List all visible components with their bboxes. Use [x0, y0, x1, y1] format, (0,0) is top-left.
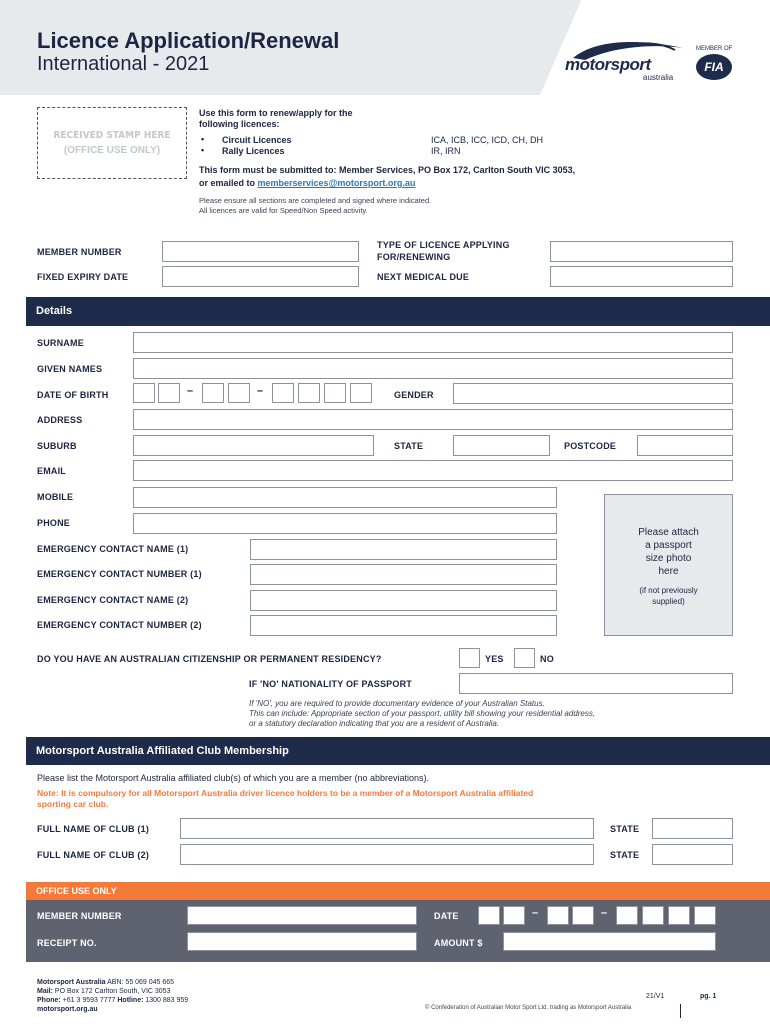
club2-field[interactable] [180, 844, 594, 865]
member-number-field[interactable] [162, 241, 359, 262]
phone-field[interactable] [133, 513, 557, 534]
club-list-text: Please list the Motorsport Australia affiliated club(s) of which you are a member (no abbreviations). [37, 773, 430, 783]
office-use-heading: OFFICE USE ONLY [26, 882, 770, 900]
circuit-licences-codes: ICA, ICB, ICC, ICD, CH, DH [431, 135, 544, 145]
footer-hotline: 1300 883 959 [143, 997, 189, 1004]
footer-org: Motorsport Australia [37, 979, 106, 986]
submit-instructions: This form must be submitted to: Member Services, PO Box 172, Carlton South VIC 3053, [199, 165, 576, 175]
ec-num2-label: EMERGENCY CONTACT NUMBER (2) [37, 620, 202, 630]
receipt-label: RECEIPT NO. [37, 938, 97, 948]
office-date-digit7[interactable] [668, 906, 690, 925]
given-names-label: GIVEN NAMES [37, 364, 103, 374]
dob-year-digit4[interactable] [350, 383, 372, 403]
club2-label: FULL NAME OF CLUB (2) [37, 850, 150, 860]
surname-field[interactable] [133, 332, 733, 353]
photo-line2: a passport [645, 540, 692, 551]
amount-field[interactable] [503, 932, 716, 951]
surname-label: SURNAME [37, 338, 84, 348]
club1-field[interactable] [180, 818, 594, 839]
citizenship-yes-checkbox[interactable] [459, 648, 480, 668]
motorsport-australia-logo [565, 38, 690, 80]
amount-label: AMOUNT $ [434, 938, 483, 948]
intro-note1: Please ensure all sections are completed and signed where indicated. [199, 196, 432, 205]
dob-year-digit3[interactable] [324, 383, 346, 403]
club1-state-field[interactable] [652, 818, 733, 839]
dob-label: DATE OF BIRTH [37, 390, 109, 400]
dob-separator: – [187, 385, 194, 397]
receipt-field[interactable] [187, 932, 417, 951]
fixed-expiry-label: FIXED EXPIRY DATE [37, 272, 129, 282]
dob-year-digit1[interactable] [272, 383, 294, 403]
mobile-label: MOBILE [37, 492, 74, 502]
details-heading: Details [26, 297, 770, 326]
logo-subword: australia [643, 73, 674, 82]
office-member-number-label: MEMBER NUMBER [37, 911, 122, 921]
nationality-field[interactable] [459, 673, 733, 694]
submit-email-link[interactable]: memberservices@motorsport.org.au [257, 178, 416, 188]
ec-name2-field[interactable] [250, 590, 557, 611]
office-member-number-field[interactable] [187, 906, 417, 925]
dob-day-digit1[interactable] [133, 383, 155, 403]
footer-phone: +61 3 9593 7777 [60, 997, 118, 1004]
if-no-note3: or a statutory declaration indicating that you are a resident of Australia. [249, 719, 500, 728]
postcode-label: POSTCODE [564, 441, 617, 451]
address-label: ADDRESS [37, 415, 83, 425]
passport-photo-box[interactable] [604, 494, 733, 636]
state-field[interactable] [453, 435, 550, 456]
office-date-digit2[interactable] [503, 906, 525, 925]
footer-mail-label: Mail: [37, 988, 53, 995]
dob-year-digit2[interactable] [298, 383, 320, 403]
dob-day-digit2[interactable] [158, 383, 180, 403]
suburb-label: SUBURB [37, 441, 77, 451]
received-stamp-box [37, 107, 187, 179]
suburb-field[interactable] [133, 435, 374, 456]
fia-logo: FIA [696, 54, 732, 80]
gender-label: GENDER [394, 390, 434, 400]
club1-state-label: STATE [610, 824, 640, 834]
given-names-field[interactable] [133, 358, 733, 379]
yes-label: YES [485, 654, 504, 664]
type-licence-label2: FOR/RENEWING [377, 252, 451, 262]
email-field[interactable] [133, 460, 733, 481]
photo-line1: Please attach [638, 527, 699, 538]
photo-note2: supplied) [652, 597, 685, 606]
date-separator: – [601, 907, 608, 919]
fixed-expiry-field[interactable] [162, 266, 359, 287]
footer-divider [680, 1004, 681, 1018]
intro-note2: All licences are valid for Speed/Non Speed activity. [199, 206, 368, 215]
next-medical-field[interactable] [550, 266, 733, 287]
member-of-text: MEMBER OF [696, 46, 733, 52]
intro-use-form: Use this form to renew/apply for the [199, 108, 353, 118]
mobile-field[interactable] [133, 487, 557, 508]
if-no-note2: This can include: Appropriate section of your passport, utility bill showing your residential address, [249, 709, 596, 718]
citizenship-no-checkbox[interactable] [514, 648, 535, 668]
dob-month-digit1[interactable] [202, 383, 224, 403]
footer-version: 21/V1 [646, 993, 665, 1000]
footer-copyright: © Confederation of Australian Motor Sport Ltd. trading as Motorsport Australia [425, 1005, 632, 1011]
club1-label: FULL NAME OF CLUB (1) [37, 824, 150, 834]
rally-licences-label: Rally Licences [222, 146, 285, 156]
club-note-line2: sporting car club. [37, 799, 109, 809]
stamp-line1: RECEIVED STAMP HERE [53, 130, 171, 141]
page-title: Licence Application/Renewal [37, 28, 340, 53]
intro-following: following licences: [199, 119, 280, 129]
address-field[interactable] [133, 409, 733, 430]
footer-page-number: pg. 1 [700, 993, 717, 1000]
dob-month-digit2[interactable] [228, 383, 250, 403]
citizenship-question: DO YOU HAVE AN AUSTRALIAN CITIZENSHIP OR PERMANENT RESIDENCY? [37, 654, 382, 664]
stamp-line2: (OFFICE USE ONLY) [63, 145, 161, 156]
nationality-label: IF 'NO' NATIONALITY OF PASSPORT [249, 679, 412, 689]
office-date-digit3[interactable] [547, 906, 569, 925]
ec-num1-label: EMERGENCY CONTACT NUMBER (1) [37, 569, 202, 579]
type-licence-label: TYPE OF LICENCE APPLYING [377, 240, 510, 250]
footer-mail: PO Box 172 Carlton South, VIC 3053 [52, 988, 171, 995]
logo-wordmark: motorsport [565, 55, 651, 74]
office-date-digit1[interactable] [478, 906, 500, 925]
submit-prefix: or emailed to [199, 178, 258, 188]
club2-state-label: STATE [610, 850, 640, 860]
ec-name1-field[interactable] [250, 539, 557, 560]
club-heading: Motorsport Australia Affiliated Club Membership [26, 737, 770, 765]
phone-label: PHONE [37, 518, 71, 528]
if-no-note1: If 'NO', you are required to provide documentary evidence of your Australian Status. [249, 699, 545, 708]
footer-abn: ABN: 55 069 045 665 [105, 979, 175, 986]
photo-note1: (if not previously [639, 586, 698, 595]
footer-hotline-label: Hotline: [117, 997, 144, 1004]
member-number-label: MEMBER NUMBER [37, 247, 122, 257]
email-label: EMAIL [37, 466, 66, 476]
page-subtitle: International - 2021 [37, 53, 210, 75]
rally-licences-codes: IR, IRN [431, 146, 461, 156]
date-separator: – [532, 907, 539, 919]
office-date-digit4[interactable] [572, 906, 594, 925]
ec-num2-field[interactable] [250, 615, 557, 636]
postcode-field[interactable] [637, 435, 733, 456]
club2-state-field[interactable] [652, 844, 733, 865]
office-date-digit6[interactable] [642, 906, 664, 925]
office-date-digit8[interactable] [694, 906, 716, 925]
state-label: STATE [394, 441, 424, 451]
type-licence-field[interactable] [550, 241, 733, 262]
office-date-digit5[interactable] [616, 906, 638, 925]
circuit-licences-label: Circuit Licences [222, 135, 292, 145]
photo-line4: here [658, 566, 679, 577]
photo-line3: size photo [645, 553, 692, 564]
ec-name2-label: EMERGENCY CONTACT NAME (2) [37, 595, 189, 605]
gender-field[interactable] [453, 383, 733, 404]
ec-num1-field[interactable] [250, 564, 557, 585]
no-label: NO [540, 654, 554, 664]
office-date-label: DATE [434, 911, 459, 921]
footer-phone-label: Phone: [37, 997, 61, 1004]
ec-name1-label: EMERGENCY CONTACT NAME (1) [37, 544, 189, 554]
club-note-line1: Note: It is compulsory for all Motorsport Australia driver licence holders to be a member of a Motorsport Australia affiliated [37, 788, 534, 798]
next-medical-label: NEXT MEDICAL DUE [377, 272, 470, 282]
footer-contact [37, 978, 188, 1014]
footer-website[interactable]: motorsport.org.au [37, 1006, 98, 1013]
dob-separator: – [257, 385, 264, 397]
bullet-icon: • [201, 134, 205, 144]
bullet-icon: • [201, 145, 205, 155]
